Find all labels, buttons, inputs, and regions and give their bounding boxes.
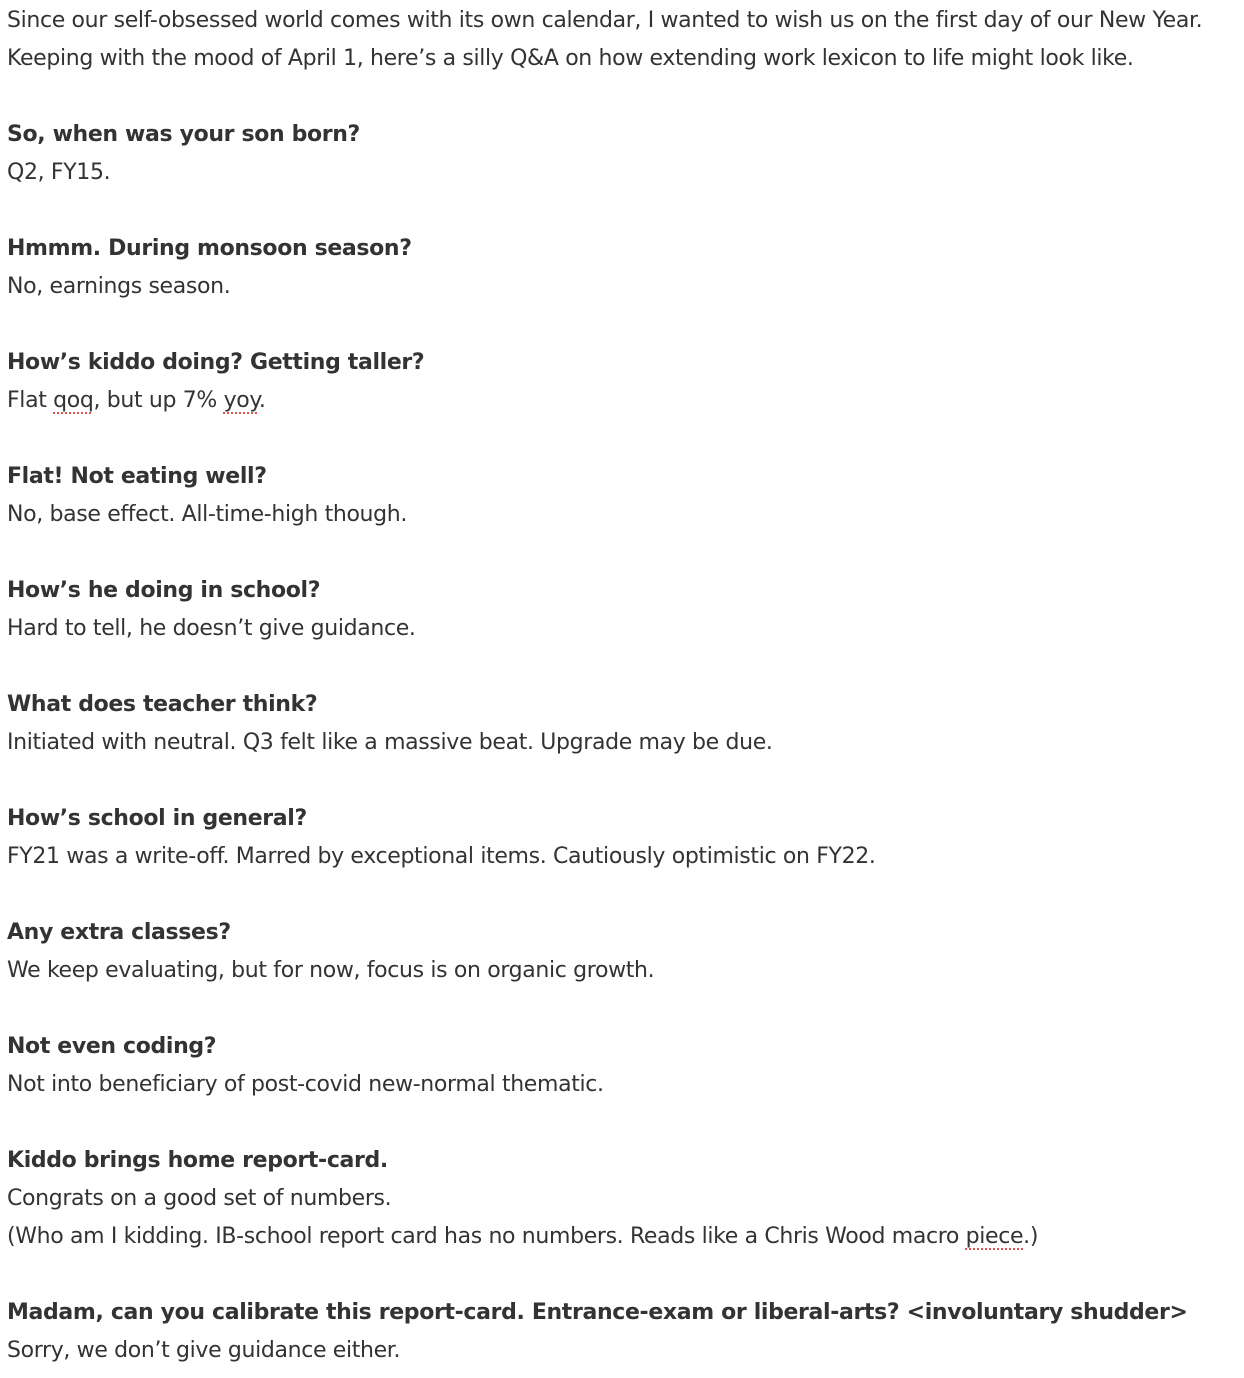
intro-line-1: Since our self-obsessed world comes with its own calendar, I wanted to wish us on the first day of our New Year.: [7, 8, 1203, 33]
answer-5: Hard to tell, he doesn’t give guidance.: [7, 616, 416, 641]
question-9: Not even coding?: [7, 1034, 217, 1059]
answer-8: We keep evaluating, but for now, focus is on organic growth.: [7, 958, 655, 983]
misspelled-word-yoy[interactable]: yoy: [223, 388, 259, 413]
answer-9: Not into beneficiary of post-covid new-normal thematic.: [7, 1072, 604, 1097]
answer-7: FY21 was a write-off. Marred by exceptional items. Cautiously optimistic on FY22.: [7, 844, 876, 869]
question-1: So, when was your son born?: [7, 122, 360, 147]
answer-3-text-c: .: [258, 388, 266, 413]
question-6: What does teacher think?: [7, 692, 318, 717]
answer-4: No, base effect. All-time-high though.: [7, 502, 407, 527]
question-10: Kiddo brings home report-card.: [7, 1148, 388, 1173]
question-4: Flat! Not eating well?: [7, 464, 267, 489]
misspelled-word-piece[interactable]: piece: [965, 1224, 1024, 1249]
question-3: How’s kiddo doing? Getting taller?: [7, 350, 425, 375]
question-11: Madam, can you calibrate this report-card. Entrance-exam or liberal-arts? <involuntary shudder>: [7, 1300, 1188, 1325]
answer-10-aside: [7, 1222, 1038, 1252]
answer-10: Congrats on a good set of numbers.: [7, 1186, 392, 1211]
answer-3-text-a: Flat: [7, 388, 54, 413]
answer-6: Initiated with neutral. Q3 felt like a massive beat. Upgrade may be due.: [7, 730, 773, 755]
answer-10-aside-text-b: .): [1023, 1224, 1039, 1249]
answer-2: No, earnings season.: [7, 274, 231, 299]
misspelled-word-qoq[interactable]: qoq: [53, 388, 94, 413]
intro-line-2: Keeping with the mood of April 1, here’s a silly Q&A on how extending work lexicon to life might look like.: [7, 46, 1134, 71]
answer-3-text-b: , but up 7%: [93, 388, 224, 413]
question-8: Any extra classes?: [7, 920, 231, 945]
question-2: Hmmm. During monsoon season?: [7, 236, 412, 261]
answer-1: Q2, FY15.: [7, 160, 111, 185]
answer-10-aside-text-a: (Who am I kidding. IB-school report card has no numbers. Reads like a Chris Wood macro: [7, 1224, 966, 1249]
question-5: How’s he doing in school?: [7, 578, 321, 603]
answer-11: Sorry, we don’t give guidance either.: [7, 1338, 401, 1363]
question-7: How’s school in general?: [7, 806, 307, 831]
answer-3: [7, 386, 266, 416]
